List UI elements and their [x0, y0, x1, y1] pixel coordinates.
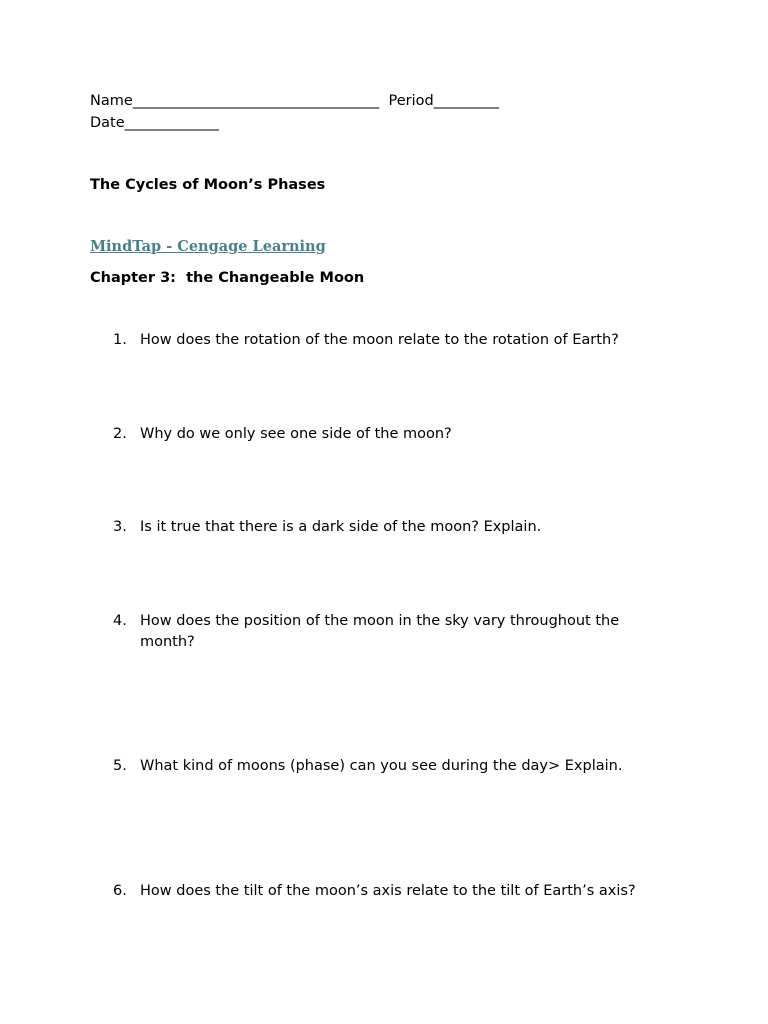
question-text: What kind of moons (phase) can you see during the day> Explain.: [140, 758, 623, 774]
mindtap-link[interactable]: MindTap - Cengage Learning: [90, 238, 326, 255]
question-text: Is it true that there is a dark side of the moon? Explain.: [140, 519, 542, 535]
question-number: 4.: [113, 613, 127, 629]
question-text: How does the position of the moon in the sky vary throughout the month?: [140, 613, 620, 650]
name-period-line: Name__________________________________ Period_________: [90, 93, 499, 109]
worksheet-title: The Cycles of Moon’s Phases: [90, 177, 326, 193]
question-item: [113, 517, 673, 538]
question-text: How does the rotation of the moon relate to the rotation of Earth?: [140, 332, 619, 348]
question-item: [113, 330, 673, 351]
question-number: 2.: [113, 426, 127, 442]
question-text: How does the tilt of the moon’s axis relate to the tilt of Earth’s axis?: [140, 883, 636, 899]
question-text: Why do we only see one side of the moon?: [140, 426, 452, 442]
question-number: 3.: [113, 519, 127, 535]
date-line: Date_____________: [90, 115, 219, 131]
chapter-heading: Chapter 3: the Changeable Moon: [90, 270, 365, 286]
question-item: [113, 881, 713, 902]
question-item: [113, 756, 673, 777]
question-item: [113, 424, 673, 445]
question-number: 6.: [113, 883, 127, 899]
question-item: [113, 611, 648, 653]
question-number: 5.: [113, 758, 127, 774]
question-number: 1.: [113, 332, 127, 348]
